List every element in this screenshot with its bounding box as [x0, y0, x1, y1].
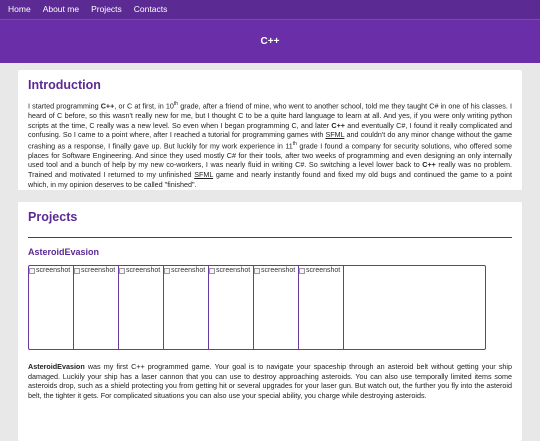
project-desc-text: was my first C++ programmed game. Your goal is to navigate your spaceship through an asteroid belt without getting your ship damaged. Luckily your ship has a laser cannon that you can use to destroy approaching asteroids. You can also use temporally limited items some asteroids drop, such as a shield protecting you from getting hit or several upgrades for your laser gun. But watch out, the further you fly into the asteroid belt, the tighter it gets. For complicated situations you can also use your special ability, you charge while destroying asteroids.	[28, 362, 512, 400]
intro-text-5: and couldn't do any minor change without the game crashing as a response, I finally gave up. But luckily for my work experience in 11	[28, 130, 512, 151]
nav-about-me[interactable]: About me	[42, 4, 80, 14]
broken-image-icon	[209, 266, 253, 275]
broken-image-icon	[299, 268, 305, 274]
introduction-text	[28, 100, 512, 189]
intro-text-6: grade I found a company for security solutions, who offered some places for Software Engineering. And since they used mostly C# for their tools, after two weeks of programming and even designing an only internally used tool and a bunch of help by my new co-workers, I was nearly fluid in writing C#. So switching a level lower back to	[28, 141, 512, 170]
page-header	[0, 19, 540, 63]
intro-text-3: grade, after a friend of mine, who went to another school, told me they taught C# in one of his classes. I heard of C before, so this wasn't really new for me, but I thought C to be a quite hard language to learn at all. And yes, if you were only writing python scripts at the time, C really was a new level. So even when I began programming C, and later	[28, 101, 513, 130]
sfml-link-1[interactable]: SFML	[325, 130, 345, 140]
introduction-heading: Introduction	[28, 78, 101, 92]
screenshot-alt-text: screenshot	[216, 267, 251, 274]
intro-bold-2: C++	[331, 120, 346, 130]
screenshot-alt-text: screenshot	[261, 267, 296, 274]
screenshot-gallery	[28, 265, 486, 350]
project-desc-bold: AsteroidEvasion	[28, 362, 85, 371]
intro-text-4: and eventually C#, I found it really complicated and confusing. So I came to a point where, after I reached a tutorial for programming games with	[28, 120, 512, 140]
intro-text-7: really was no problem. Trained and motivated I returned to my unfinished	[28, 160, 512, 179]
screenshot-alt-text: screenshot	[36, 267, 71, 274]
screenshot-thumbnail[interactable]	[209, 266, 254, 349]
broken-image-icon	[74, 268, 80, 274]
intro-bold-1: C++	[100, 101, 115, 111]
sfml-link-2[interactable]: SFML	[194, 169, 214, 179]
nav-home[interactable]: Home	[8, 4, 31, 14]
projects-heading: Projects	[28, 210, 78, 224]
intro-sup-2: th	[292, 140, 297, 147]
broken-image-icon	[119, 268, 125, 274]
broken-image-icon	[119, 266, 163, 275]
screenshot-alt-text: screenshot	[81, 267, 116, 274]
intro-text-8: game and nearly instantly found and fixed my old bugs and continued the game to a point which, in my opinion deserves to be called "finished".	[28, 169, 512, 189]
top-nav	[0, 0, 540, 19]
projects-section	[18, 202, 522, 441]
screenshot-thumbnail[interactable]	[254, 266, 299, 349]
broken-image-icon	[29, 268, 35, 274]
broken-image-icon	[164, 268, 170, 274]
broken-image-icon	[164, 266, 208, 275]
broken-image-icon	[209, 268, 215, 274]
page-title: C++	[260, 36, 280, 47]
broken-image-icon	[254, 266, 298, 275]
screenshot-alt-text: screenshot	[306, 267, 341, 274]
screenshot-thumbnail[interactable]	[119, 266, 164, 349]
broken-image-icon	[29, 266, 73, 275]
broken-image-icon	[254, 268, 260, 274]
nav-contacts[interactable]: Contacts	[133, 4, 168, 14]
intro-bold-3: C++	[422, 160, 436, 170]
broken-image-icon	[74, 266, 118, 275]
screenshot-thumbnail[interactable]	[29, 266, 74, 349]
intro-text-2: , or C at first, in 10	[114, 101, 174, 111]
screenshot-alt-text: screenshot	[171, 267, 206, 274]
screenshot-thumbnail[interactable]	[74, 266, 119, 349]
intro-text-1: I started programming	[28, 101, 101, 111]
screenshot-alt-text: screenshot	[126, 267, 161, 274]
broken-image-icon	[299, 266, 343, 275]
nav-projects[interactable]: Projects	[91, 4, 122, 14]
screenshot-thumbnail[interactable]	[164, 266, 209, 349]
divider	[28, 237, 512, 238]
project-description	[28, 362, 512, 400]
screenshot-thumbnail[interactable]	[299, 266, 344, 349]
intro-sup-1: th	[173, 101, 179, 107]
introduction-section	[18, 70, 522, 190]
project-title: AsteroidEvasion	[28, 247, 100, 257]
